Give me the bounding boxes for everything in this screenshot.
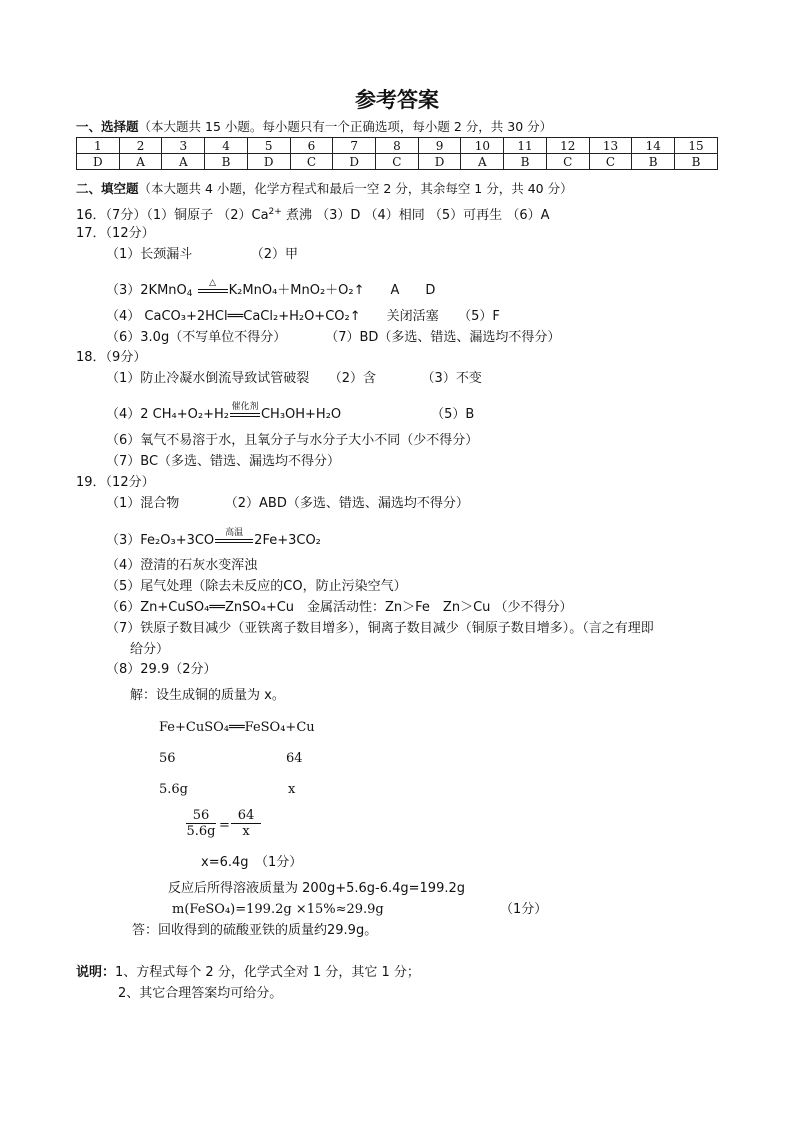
answer-number-cell: 3 xyxy=(162,138,205,154)
answer-letter-cell: D xyxy=(333,154,376,170)
note-line1 xyxy=(76,964,420,982)
q18-line3: （6）氧气不易溶于水，且氧分子与水分子大小不同（少不得分） xyxy=(106,433,479,448)
answer-letter-cell: C xyxy=(376,154,419,170)
q19-line6b: 给分） xyxy=(130,642,170,657)
solution-score: （1分） xyxy=(500,902,548,917)
fraction-left xyxy=(186,808,216,839)
q17-line1: （1）长颈漏斗 （2）甲 xyxy=(106,247,299,262)
answer-number-cell: 2 xyxy=(119,138,162,154)
solution-intro: 解：设生成铜的质量为 x。 xyxy=(130,688,285,703)
q16-text-a: （1）铜原子 （2）Ca xyxy=(146,208,269,223)
q17-eq-reactant: （3）2KMnO xyxy=(106,283,187,298)
answer-number-cell: 9 xyxy=(418,138,461,154)
q18-line2 xyxy=(106,401,475,424)
q17-eq-arrow xyxy=(198,277,228,293)
answer-number-cell: 14 xyxy=(632,138,675,154)
q19-line3: （4）澄清的石灰水变浑浊 xyxy=(106,558,258,573)
q18-eq-reactant: （4）2 CH₄+O₂+H₂ xyxy=(106,407,229,422)
answer-number-cell: 1 xyxy=(77,138,120,154)
part1-desc: （本大题共 15 小题。每小题只有一个正确选项，每小题 2 分，共 30 分） xyxy=(138,119,553,134)
q19-eq-product: 2Fe+3CO₂ xyxy=(254,533,321,548)
q17-eq-condition: △ xyxy=(209,277,217,288)
solution-result: x=6.4g （1分） xyxy=(201,855,303,870)
q18-eq-product: CH₃OH+H₂O xyxy=(260,407,342,422)
q16-line xyxy=(76,203,549,225)
answer-number-cell: 12 xyxy=(546,138,589,154)
fraction-right-denominator: x xyxy=(231,823,261,839)
answer-number-cell: 8 xyxy=(376,138,419,154)
part2-desc: （本大题共 4 小题，化学方程式和最后一空 2 分，其余每空 1 分，共 40 分） xyxy=(138,181,573,196)
fraction-right-numerator: 64 xyxy=(237,808,255,823)
answer-number-cell: 7 xyxy=(333,138,376,154)
q16-sup: 2+ xyxy=(268,207,282,217)
answer-number-cell: 6 xyxy=(290,138,333,154)
q19-eq-condition: 高温 xyxy=(225,527,244,538)
q18-eq-arrow xyxy=(230,401,260,417)
q19-line1: （1）混合物 （2）ABD（多选、错选、漏选均不得分） xyxy=(106,496,469,511)
solution-given: 5.6g xyxy=(159,782,188,797)
fraction-equals: = xyxy=(219,818,230,833)
answer-letter-cell: B xyxy=(205,154,248,170)
q19-line2 xyxy=(106,527,321,550)
solution-equation: Fe+CuSO₄══FeSO₄+Cu xyxy=(159,720,315,735)
answer-letter-row xyxy=(77,154,718,170)
note-text1: 1、方程式每个 2 分，化学式全对 1 分，其它 1 分； xyxy=(115,965,420,980)
answer-number-cell: 15 xyxy=(675,138,718,154)
answer-number-cell: 5 xyxy=(247,138,290,154)
q16-text-b: 煮沸 （3）D （4）相同 （5）可再生 （6）A xyxy=(281,208,550,223)
answer-number-cell: 10 xyxy=(461,138,504,154)
q19-line6a: （7）铁原子数目减少（亚铁离子数目增多），铜离子数目减少（铜原子数目增多）。（言之有理即 xyxy=(106,621,654,636)
q18-eq-condition: 催化剂 xyxy=(231,401,259,412)
answer-letter-cell: C xyxy=(546,154,589,170)
q19-line7: （8）29.9（2分） xyxy=(106,662,217,677)
answer-table xyxy=(76,137,718,170)
q19-line5: （6）Zn+CuSO₄══ZnSO₄+Cu 金属活动性：Zn＞Fe Zn＞Cu （少不得分） xyxy=(106,600,573,615)
part2-heading xyxy=(76,180,573,198)
q17-line3: （4） CaCO₃+2HCl══CaCl₂+H₂O+CO₂↑ 关闭活塞 （5）F xyxy=(106,309,500,324)
q18-line2-tail: （5）B xyxy=(431,407,475,422)
answer-letter-cell: B xyxy=(675,154,718,170)
part1-heading-label: 一、选择题 xyxy=(76,119,139,134)
part2-heading-label: 二、填空题 xyxy=(76,181,139,196)
solution-feso4-mass: m(FeSO₄)=199.2g ×15%≈29.9g xyxy=(172,902,384,917)
fraction-right xyxy=(231,808,261,839)
answer-number-row xyxy=(77,138,718,154)
note-heading: 说明： xyxy=(76,965,116,980)
part1-heading xyxy=(76,118,552,136)
q18-label: 18．（9分） xyxy=(76,350,147,365)
fraction-left-numerator: 56 xyxy=(192,808,210,823)
solution-unknown: x xyxy=(288,782,296,797)
answer-number-cell: 4 xyxy=(205,138,248,154)
answer-number-cell: 13 xyxy=(589,138,632,154)
answer-letter-cell: D xyxy=(247,154,290,170)
answer-letter-cell: B xyxy=(504,154,547,170)
answer-letter-cell: D xyxy=(418,154,461,170)
solution-answer: 答：回收得到的硫酸亚铁的质量约29.9g。 xyxy=(132,923,378,938)
q17-eq-product: K₂MnO₄＋MnO₂＋O₂↑ A D xyxy=(228,283,436,298)
q17-line2: （3）2KMnO$_4$ △ K₂MnO₄＋MnO₂＋O₂↑ A D xyxy=(106,277,436,299)
q17-label: 17．（12分） xyxy=(76,226,155,241)
q19-eq-arrow xyxy=(215,527,253,543)
answer-letter-cell: B xyxy=(632,154,675,170)
q19-line4: （5）尾气处理（除去未反应的CO，防止污染空气） xyxy=(106,579,407,594)
answer-number-cell: 11 xyxy=(504,138,547,154)
page-title: 参考答案 xyxy=(355,88,439,112)
solution-solution-mass: 反应后所得溶液质量为 200g+5.6g-6.4g=199.2g xyxy=(168,881,465,896)
fraction-left-denominator: 5.6g xyxy=(186,824,216,839)
answer-letter-cell: A xyxy=(461,154,504,170)
q17-line4: （6）3.0g（不写单位不得分） （7）BD（多选、错选、漏选均不得分） xyxy=(106,330,561,345)
solution-mass-fe: 56 xyxy=(159,751,176,766)
q18-line4: （7）BC（多选、错选、漏选均不得分） xyxy=(106,454,341,469)
answer-letter-cell: A xyxy=(119,154,162,170)
answer-letter-cell: C xyxy=(589,154,632,170)
q16-label: 16．（7分） xyxy=(76,208,147,223)
answer-letter-cell: D xyxy=(77,154,120,170)
q19-eq-reactant: （3）Fe₂O₃+3CO xyxy=(106,533,215,548)
q18-line1: （1）防止冷凝水倒流导致试管破裂 （2）含 （3）不变 xyxy=(106,371,482,386)
solution-mass-cu: 64 xyxy=(286,751,303,766)
answer-letter-cell: A xyxy=(162,154,205,170)
note-line2: 2、其它合理答案均可给分。 xyxy=(118,986,283,1001)
q19-label: 19．（12分） xyxy=(76,475,155,490)
answer-letter-cell: C xyxy=(290,154,333,170)
